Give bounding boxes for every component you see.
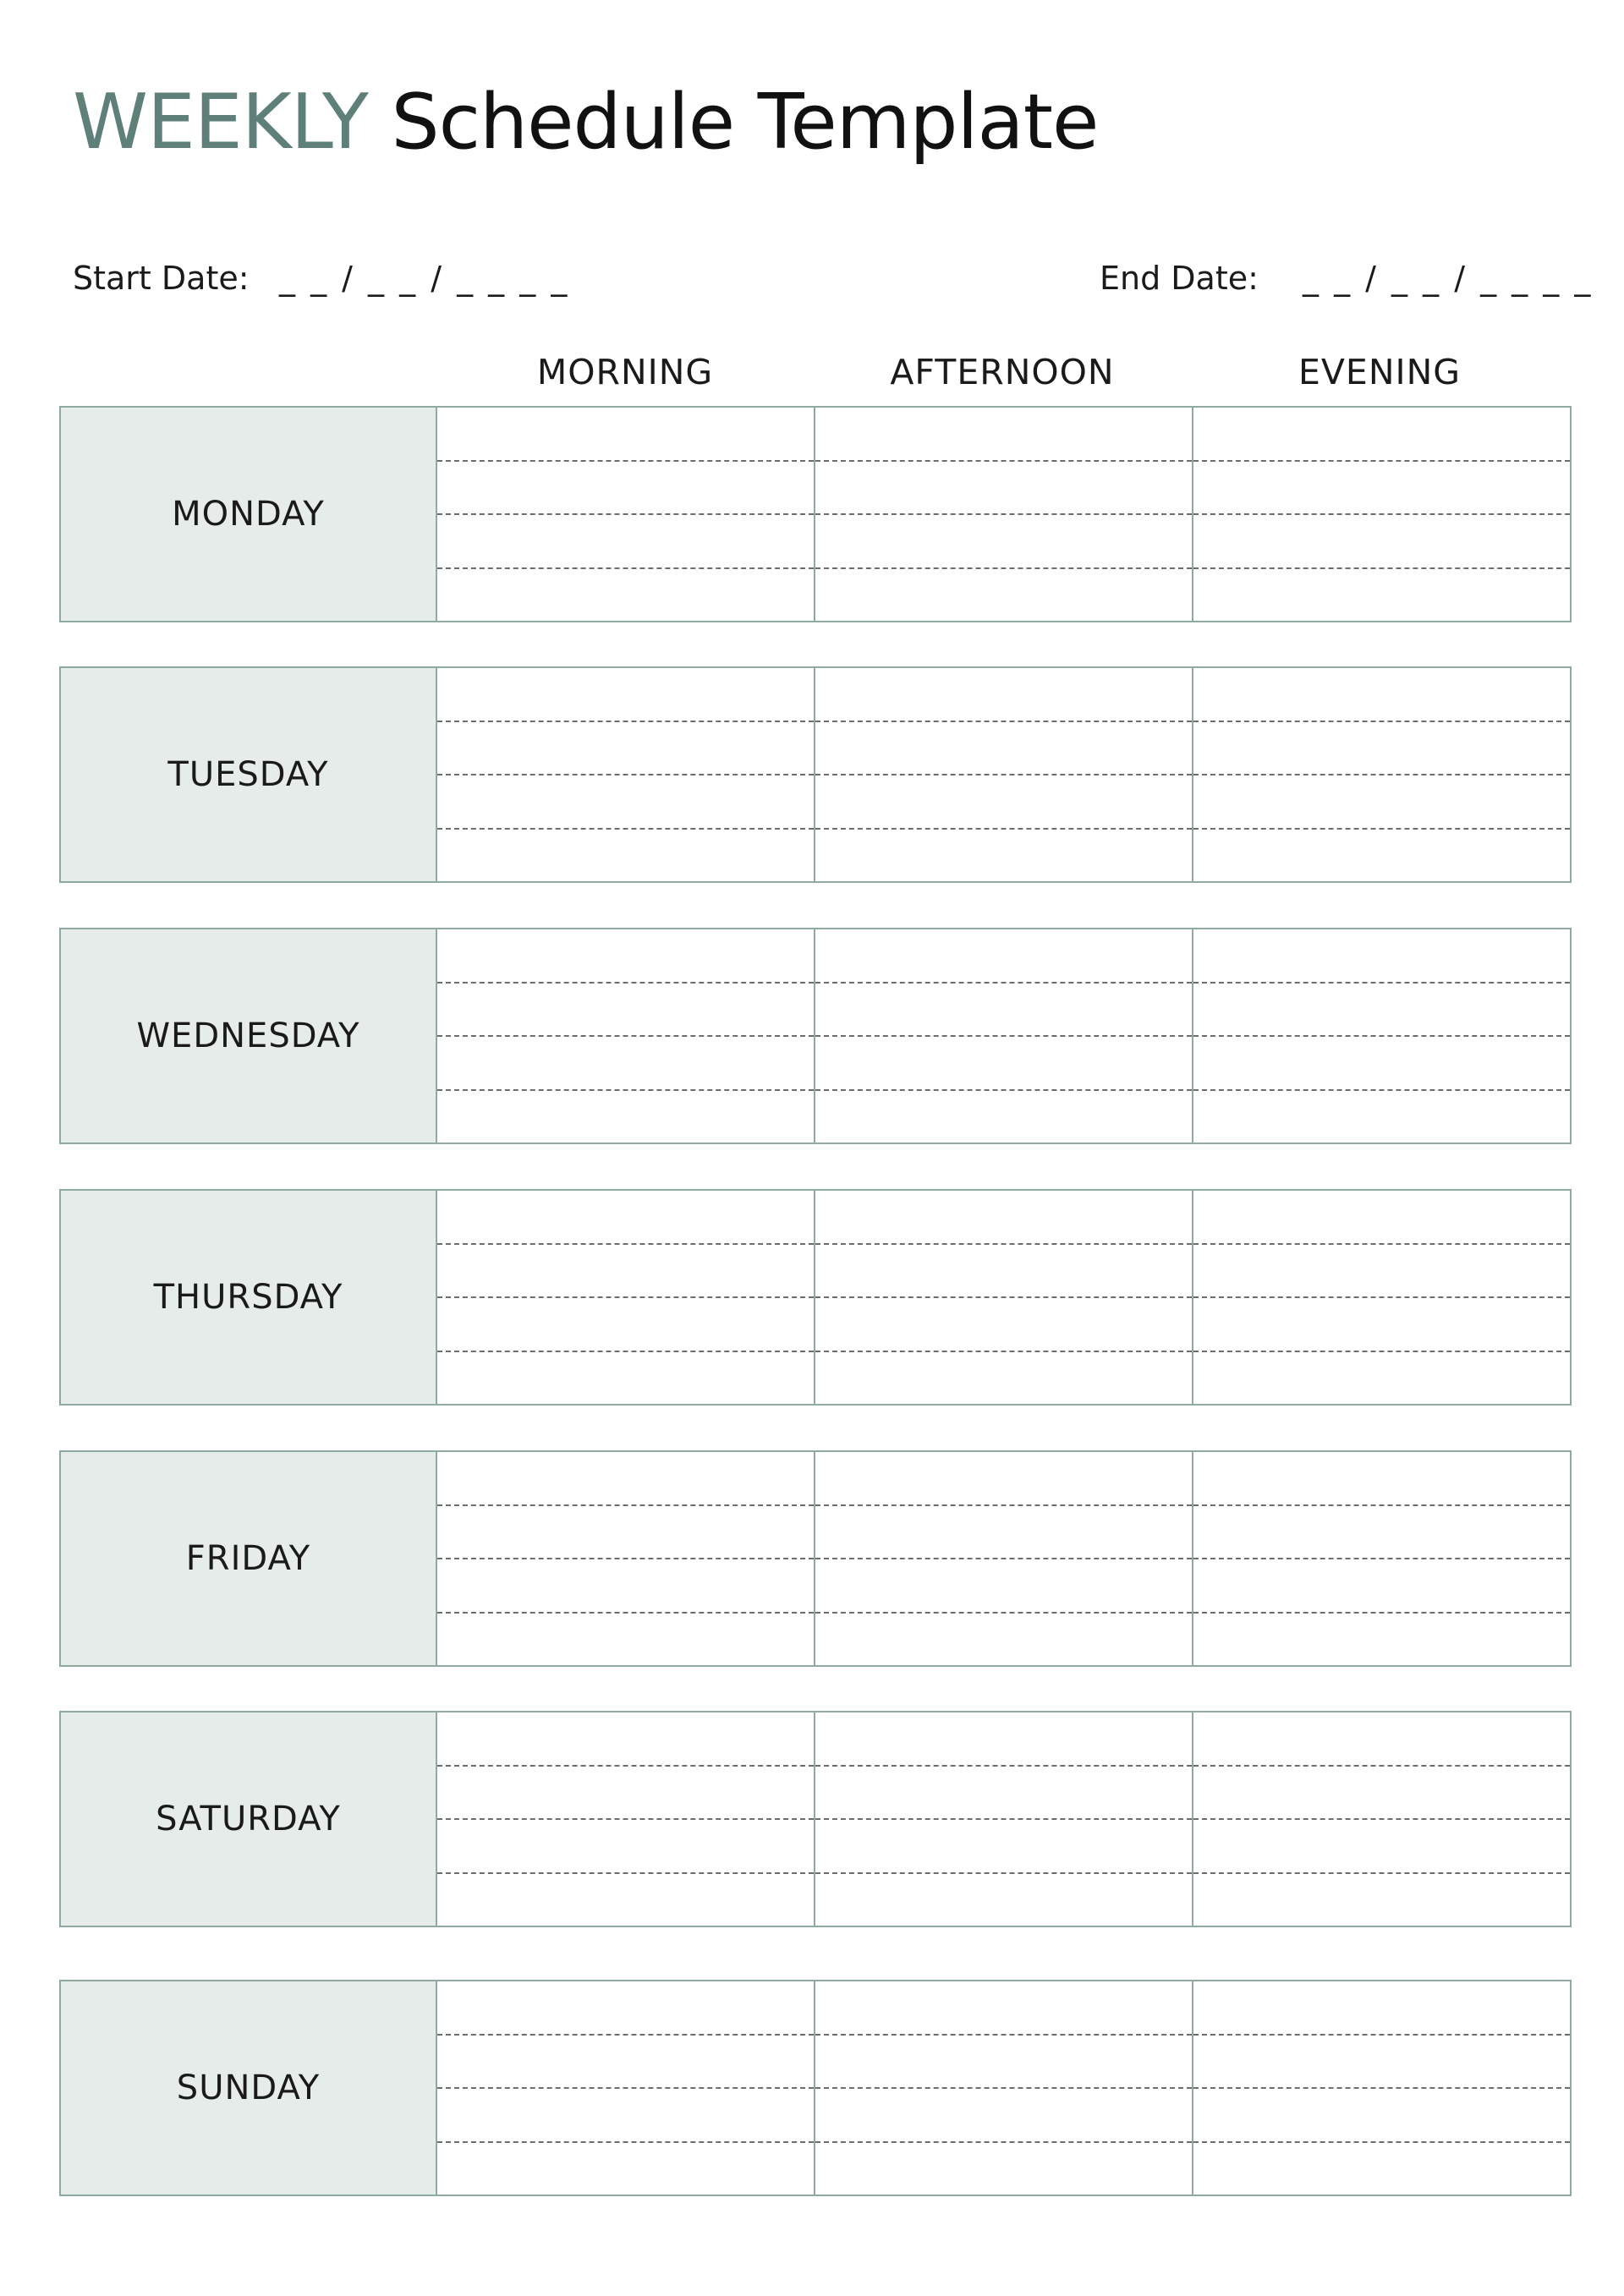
write-line[interactable]: [1193, 567, 1570, 622]
write-line[interactable]: [815, 1765, 1192, 1819]
write-line[interactable]: [437, 668, 814, 721]
write-line[interactable]: [1193, 1243, 1570, 1297]
thursday-evening-slot: [1192, 1191, 1570, 1404]
write-line[interactable]: [815, 2087, 1192, 2141]
write-line[interactable]: [437, 1191, 814, 1243]
write-line[interactable]: [1193, 1504, 1570, 1559]
write-line[interactable]: [815, 1872, 1192, 1926]
wednesday-afternoon-slot: [814, 929, 1192, 1143]
write-line[interactable]: [437, 1243, 814, 1297]
write-line[interactable]: [1193, 1872, 1570, 1926]
thursday-afternoon-slot: [814, 1191, 1192, 1404]
day-label-thursday: THURSDAY: [61, 1191, 437, 1404]
write-line[interactable]: [815, 1612, 1192, 1666]
monday-evening-slot: [1192, 408, 1570, 621]
write-line[interactable]: [437, 1872, 814, 1926]
write-line[interactable]: [815, 929, 1192, 982]
write-line[interactable]: [1193, 2034, 1570, 2088]
write-line[interactable]: [815, 1558, 1192, 1612]
write-line[interactable]: [815, 1351, 1192, 1405]
write-line[interactable]: [437, 982, 814, 1036]
day-label-saturday: SATURDAY: [61, 1712, 437, 1926]
write-line[interactable]: [1193, 828, 1570, 882]
title-accent: WEEKLY: [73, 78, 368, 167]
day-label-monday: MONDAY: [61, 408, 437, 621]
day-block-sunday: [59, 1980, 1572, 2196]
day-block-wednesday: [59, 928, 1572, 1144]
write-line[interactable]: [815, 828, 1192, 882]
write-line[interactable]: [437, 567, 814, 622]
column-header-morning: MORNING: [536, 352, 714, 392]
write-line[interactable]: [815, 1818, 1192, 1872]
write-line[interactable]: [437, 1612, 814, 1666]
write-line[interactable]: [437, 1981, 814, 2034]
write-line[interactable]: [437, 929, 814, 982]
write-line[interactable]: [815, 982, 1192, 1036]
write-line[interactable]: [437, 1504, 814, 1559]
write-line[interactable]: [815, 1035, 1192, 1089]
write-line[interactable]: [1193, 1351, 1570, 1405]
day-block-saturday: [59, 1711, 1572, 1927]
write-line[interactable]: [1193, 1818, 1570, 1872]
write-line[interactable]: [815, 408, 1192, 460]
write-line[interactable]: [815, 1981, 1192, 2034]
wednesday-morning-slot: [437, 929, 814, 1143]
write-line[interactable]: [815, 668, 1192, 721]
write-line[interactable]: [1193, 1765, 1570, 1819]
write-line[interactable]: [1193, 513, 1570, 567]
write-line[interactable]: [1193, 2141, 1570, 2195]
end-date-label: End Date:: [1100, 260, 1259, 297]
write-line[interactable]: [1193, 408, 1570, 460]
write-line[interactable]: [815, 774, 1192, 828]
write-line[interactable]: [815, 513, 1192, 567]
write-line[interactable]: [437, 2034, 814, 2088]
write-line[interactable]: [1193, 1712, 1570, 1765]
write-line[interactable]: [815, 1504, 1192, 1559]
write-line[interactable]: [1193, 1612, 1570, 1666]
write-line[interactable]: [815, 1089, 1192, 1143]
write-line[interactable]: [437, 1035, 814, 1089]
write-line[interactable]: [437, 460, 814, 514]
day-label-wednesday: WEDNESDAY: [61, 929, 437, 1143]
write-line[interactable]: [437, 1558, 814, 1612]
day-label-friday: FRIDAY: [61, 1452, 437, 1665]
write-line[interactable]: [437, 1765, 814, 1819]
thursday-morning-slot: [437, 1191, 814, 1404]
write-line[interactable]: [1193, 1089, 1570, 1143]
write-line[interactable]: [1193, 1558, 1570, 1612]
write-line[interactable]: [437, 1712, 814, 1765]
write-line[interactable]: [1193, 774, 1570, 828]
friday-afternoon-slot: [814, 1452, 1192, 1665]
column-header-afternoon: AFTERNOON: [890, 352, 1115, 392]
saturday-morning-slot: [437, 1712, 814, 1926]
tuesday-evening-slot: [1192, 668, 1570, 881]
day-block-thursday: [59, 1189, 1572, 1406]
wednesday-evening-slot: [1192, 929, 1570, 1143]
write-line[interactable]: [437, 1351, 814, 1405]
write-line[interactable]: [1193, 1981, 1570, 2034]
write-line[interactable]: [437, 1089, 814, 1143]
write-line[interactable]: [437, 1818, 814, 1872]
write-line[interactable]: [815, 460, 1192, 514]
write-line[interactable]: [437, 2087, 814, 2141]
monday-morning-slot: [437, 408, 814, 621]
write-line[interactable]: [815, 1296, 1192, 1351]
title-rest: Schedule Template: [391, 78, 1099, 167]
day-block-tuesday: [59, 666, 1572, 883]
end-date-row: [1100, 257, 1594, 299]
write-line[interactable]: [815, 2141, 1192, 2195]
saturday-evening-slot: [1192, 1712, 1570, 1926]
write-line[interactable]: [1193, 668, 1570, 721]
tuesday-afternoon-slot: [814, 668, 1192, 881]
start-date-label: Start Date:: [73, 260, 250, 297]
write-line[interactable]: [815, 567, 1192, 622]
sunday-morning-slot: [437, 1981, 814, 2195]
write-line[interactable]: [1193, 460, 1570, 514]
day-label-sunday: SUNDAY: [61, 1981, 437, 2195]
tuesday-morning-slot: [437, 668, 814, 881]
write-line[interactable]: [1193, 929, 1570, 982]
monday-afternoon-slot: [814, 408, 1192, 621]
write-line[interactable]: [437, 1296, 814, 1351]
day-block-monday: [59, 406, 1572, 622]
friday-evening-slot: [1192, 1452, 1570, 1665]
day-label-tuesday: TUESDAY: [61, 668, 437, 881]
write-line[interactable]: [815, 1243, 1192, 1297]
start-date-row: [73, 257, 570, 299]
write-line[interactable]: [437, 1452, 814, 1504]
friday-morning-slot: [437, 1452, 814, 1665]
end-date-field[interactable]: _ _ / _ _ / _ _ _ _: [1303, 260, 1594, 297]
sunday-afternoon-slot: [814, 1981, 1192, 2195]
write-line[interactable]: [815, 2034, 1192, 2088]
start-date-field[interactable]: _ _ / _ _ / _ _ _ _: [279, 260, 570, 297]
write-line[interactable]: [1193, 982, 1570, 1036]
write-line[interactable]: [437, 408, 814, 460]
write-line[interactable]: [815, 1712, 1192, 1765]
write-line[interactable]: [1193, 721, 1570, 775]
saturday-afternoon-slot: [814, 1712, 1192, 1926]
write-line[interactable]: [437, 513, 814, 567]
write-line[interactable]: [1193, 1452, 1570, 1504]
write-line[interactable]: [1193, 1035, 1570, 1089]
write-line[interactable]: [1193, 1191, 1570, 1243]
write-line[interactable]: [437, 2141, 814, 2195]
write-line[interactable]: [1193, 2087, 1570, 2141]
write-line[interactable]: [1193, 1296, 1570, 1351]
write-line[interactable]: [437, 828, 814, 882]
write-line[interactable]: [815, 1452, 1192, 1504]
page-title: [73, 78, 1099, 167]
column-header-evening: EVENING: [1298, 352, 1462, 392]
day-block-friday: [59, 1450, 1572, 1667]
write-line[interactable]: [437, 774, 814, 828]
column-headers: [436, 347, 1568, 397]
write-line[interactable]: [815, 721, 1192, 775]
write-line[interactable]: [437, 721, 814, 775]
sunday-evening-slot: [1192, 1981, 1570, 2195]
write-line[interactable]: [815, 1191, 1192, 1243]
